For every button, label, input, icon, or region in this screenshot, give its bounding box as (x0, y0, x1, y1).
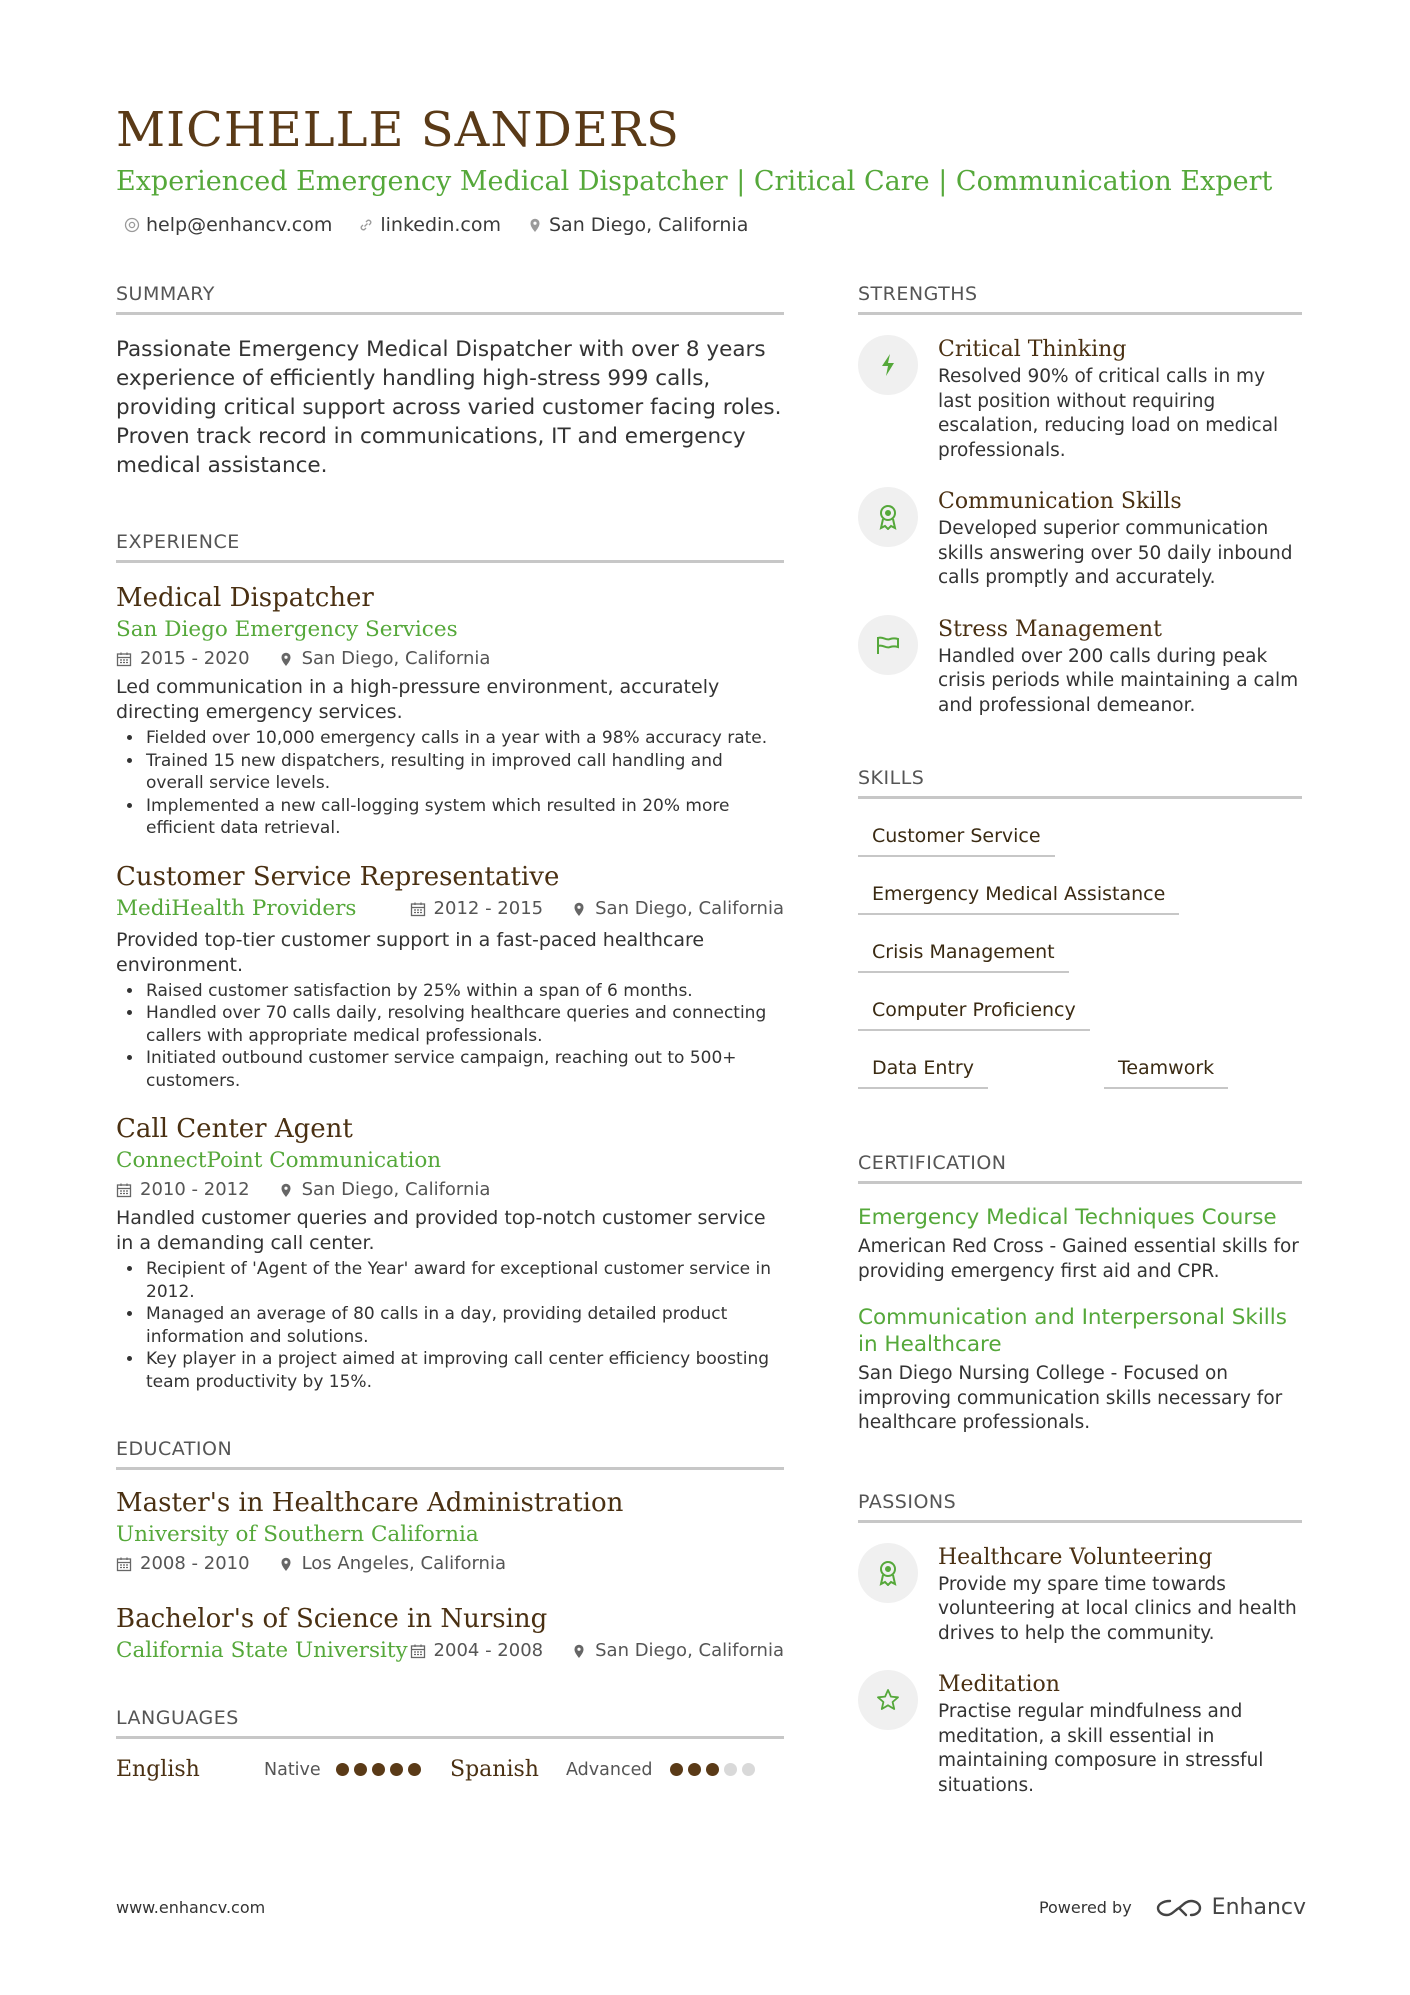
brand-logo[interactable] (1156, 1895, 1306, 1920)
enhancv-logo-icon (1156, 1897, 1202, 1919)
strength-text: Developed superior communication skills answering over 50 daily inbound calls promptly and accurately. (938, 518, 1293, 588)
skills-section (858, 766, 1302, 1089)
location-text: San Diego, California (549, 214, 749, 236)
bullet-item: • Implemented a new call-logging system which resulted in 20% more efficient data retrieval. (144, 795, 784, 840)
job-description: Provided top-tier customer support in a fast-paced healthcare environment. (116, 928, 705, 976)
calendar-icon (116, 651, 132, 667)
job-meta (410, 897, 784, 921)
company-name: ConnectPoint Communication (116, 1148, 442, 1173)
calendar-icon (410, 901, 426, 917)
rating-dot-filled (670, 1763, 683, 1776)
job-dates: 2012 - 2015 (410, 897, 544, 921)
languages-row (116, 1757, 784, 1782)
passions-heading: PASSIONS (858, 1490, 1302, 1523)
powered-by (1039, 1895, 1306, 1920)
strength-title: Communication Skills (938, 489, 1182, 514)
contact-location (527, 214, 748, 236)
job-meta (116, 647, 784, 671)
strengths-section (858, 282, 1302, 718)
passion-item (858, 1670, 1302, 1798)
left-column (116, 282, 784, 1782)
experience-section (116, 530, 784, 1393)
certification-text: San Diego Nursing College - Focused on improving communication skills necessary for healthcare professionals. (858, 1363, 1283, 1433)
rating-dot-filled (408, 1763, 421, 1776)
education-dates: 2004 - 2008 (410, 1639, 544, 1663)
flag-icon (858, 615, 918, 675)
passion-title: Healthcare Volunteering (938, 1544, 1213, 1570)
right-column (858, 282, 1302, 1798)
strength-text: Handled over 200 calls during peak crisis periods while maintaining a calm and professional demeanor. (938, 645, 1299, 716)
languages-heading: LANGUAGES (116, 1706, 784, 1739)
passion-title: Meditation (938, 1672, 1060, 1697)
lightning-icon (858, 335, 918, 395)
calendar-icon (410, 1643, 426, 1659)
bullet-item: • Raised customer satisfaction by 25% within a span of 6 months. (144, 980, 784, 1003)
location-pin-icon (571, 1643, 587, 1659)
school-row (116, 1636, 784, 1666)
job-bullets (116, 1258, 784, 1393)
skill-tag: Computer Proficiency (858, 997, 1090, 1031)
education-section (116, 1437, 784, 1666)
education-location: Los Angeles, California (278, 1552, 506, 1576)
school-name: California State University (116, 1638, 408, 1663)
powered-by-text: Powered by (1038, 1898, 1132, 1917)
strength-title: Critical Thinking (938, 337, 1127, 362)
star-icon (858, 1670, 918, 1730)
calendar-icon (116, 1182, 132, 1198)
bullet-item: • Initiated outbound customer service campaign, reaching out to 500+ customers. (144, 1047, 784, 1092)
experience-item (116, 860, 784, 1093)
experience-heading: EXPERIENCE (116, 530, 784, 563)
languages-section (116, 1706, 784, 1782)
rating-dot-filled (372, 1763, 385, 1776)
job-dates: 2010 - 2012 (116, 1178, 250, 1202)
experience-item (116, 581, 784, 840)
location-pin-icon (278, 1182, 294, 1198)
education-meta (410, 1639, 784, 1663)
degree-title: Master's in Healthcare Administration (116, 1488, 624, 1518)
job-dates: 2015 - 2020 (116, 647, 250, 671)
strength-title: Stress Management (938, 616, 1162, 642)
passion-item (858, 1543, 1302, 1647)
link-text: linkedin.com (380, 214, 501, 236)
school-name: University of Southern California (116, 1522, 479, 1547)
strength-item (858, 335, 1302, 463)
strength-item (858, 487, 1302, 591)
link-icon (358, 217, 374, 233)
language-rating (336, 1763, 421, 1776)
job-location: San Diego, California (278, 1178, 491, 1202)
candidate-name: MICHELLE SANDERS (116, 102, 680, 158)
bullet-item: • Fielded over 10,000 emergency calls in a year with a 98% accuracy rate. (144, 727, 784, 750)
resume-header (116, 98, 1306, 236)
strength-item (858, 615, 1302, 719)
summary-section (116, 282, 784, 480)
bullet-item: • Trained 15 new dispatchers, resulting in improved call handling and overall service levels. (144, 750, 784, 795)
certification-text: American Red Cross - Gained essential skills for providing emergency first aid and CPR. (858, 1236, 1299, 1282)
job-location: San Diego, California (278, 647, 491, 671)
rating-dot-filled (336, 1763, 349, 1776)
location-pin-icon (527, 217, 543, 233)
job-title: Medical Dispatcher (116, 583, 374, 613)
education-heading: EDUCATION (116, 1437, 784, 1470)
bullet-item: • Recipient of 'Agent of the Year' award for exceptional customer service in 2012. (144, 1258, 784, 1303)
education-item (116, 1486, 784, 1576)
footer-site-link[interactable]: www.enhancv.com (116, 1898, 266, 1917)
certification-item (858, 1204, 1302, 1284)
location-pin-icon (571, 901, 587, 917)
skill-tag: Emergency Medical Assistance (858, 881, 1179, 915)
contact-link[interactable] (358, 214, 501, 236)
contact-row (116, 214, 1306, 236)
calendar-icon (116, 1556, 132, 1572)
strengths-heading: STRENGTHS (858, 282, 1302, 315)
company-row (116, 894, 784, 924)
passion-text: Practise regular mindfulness and meditation, a skill essential in maintaining composure in stressful situations. (938, 1701, 1264, 1796)
certification-section (858, 1151, 1302, 1436)
rating-dot-filled (688, 1763, 701, 1776)
job-bullets (116, 980, 784, 1093)
contact-email[interactable] (124, 214, 332, 236)
headline: Experienced Emergency Medical Dispatcher | Critical Care | Communication Expert (116, 166, 1273, 197)
education-item (116, 1602, 784, 1666)
rating-dot-filled (706, 1763, 719, 1776)
award-icon (858, 1543, 918, 1603)
language-level: Advanced (566, 1759, 653, 1780)
education-meta (116, 1552, 784, 1576)
certification-heading: CERTIFICATION (858, 1151, 1302, 1184)
job-description: Handled customer queries and provided top-notch customer service in a demanding call center. (116, 1207, 766, 1254)
job-title: Customer Service Representative (116, 861, 560, 892)
rating-dot-filled (354, 1763, 367, 1776)
language-name: Spanish (450, 1757, 539, 1782)
passions-section (858, 1490, 1302, 1799)
language-item (450, 1757, 784, 1782)
company-name: MediHealth Providers (116, 895, 357, 921)
certification-title: Emergency Medical Techniques Course (858, 1205, 1277, 1230)
award-icon (858, 487, 918, 547)
rating-dot-filled (390, 1763, 403, 1776)
job-description: Led communication in a high-pressure environment, accurately directing emergency services. (116, 676, 720, 723)
experience-item (116, 1112, 784, 1393)
degree-title: Bachelor's of Science in Nursing (116, 1604, 548, 1634)
language-rating (670, 1763, 755, 1776)
certification-item (858, 1304, 1302, 1436)
skill-tag: Crisis Management (858, 939, 1069, 973)
summary-heading: SUMMARY (116, 282, 784, 315)
at-icon (124, 217, 140, 233)
rating-dot-empty (742, 1763, 755, 1776)
skill-tag: Customer Service (858, 823, 1055, 857)
language-item (116, 1757, 450, 1782)
company-name: San Diego Emergency Services (116, 617, 458, 642)
brand-name: Enhancv (1211, 1895, 1306, 1920)
language-level: Native (264, 1759, 321, 1780)
bullet-item: • Managed an average of 80 calls in a day, providing detailed product information and solutions. (144, 1303, 784, 1348)
location-pin-icon (278, 651, 294, 667)
passion-text: Provide my spare time towards volunteering at local clinics and health drives to help the community. (938, 1573, 1297, 1644)
job-location: San Diego, California (571, 897, 784, 921)
skills-heading: SKILLS (858, 766, 1302, 799)
education-dates: 2008 - 2010 (116, 1552, 250, 1576)
summary-text: Passionate Emergency Medical Dispatcher with over 8 years experience of efficiently handling high-stress 999 calls, providing critical support across varied customer facing roles. Proven track record in communications, IT and emergency medical assistance. (116, 337, 782, 478)
email-text: help@enhancv.com (146, 214, 333, 236)
bullet-item: • Key player in a project aimed at improving call center efficiency boosting team productivity by 15%. (144, 1348, 784, 1393)
bullet-item: • Handled over 70 calls daily, resolving healthcare queries and connecting callers with appropriate medical professionals. (144, 1002, 784, 1047)
rating-dot-empty (724, 1763, 737, 1776)
job-bullets (116, 727, 784, 840)
skill-tag: Data Entry (858, 1055, 988, 1089)
education-location: San Diego, California (571, 1639, 784, 1663)
job-title: Call Center Agent (116, 1114, 353, 1144)
page-footer (116, 1895, 1306, 1920)
skills-list (858, 823, 1302, 1089)
language-name: English (116, 1757, 200, 1782)
job-meta (116, 1178, 784, 1202)
skill-tag: Teamwork (1104, 1055, 1228, 1089)
certification-title: Communication and Interpersonal Skills in Healthcare (858, 1305, 1287, 1357)
location-pin-icon (278, 1556, 294, 1572)
strength-text: Resolved 90% of critical calls in my last position without requiring escalation, reducing load on medical professionals. (938, 366, 1279, 461)
